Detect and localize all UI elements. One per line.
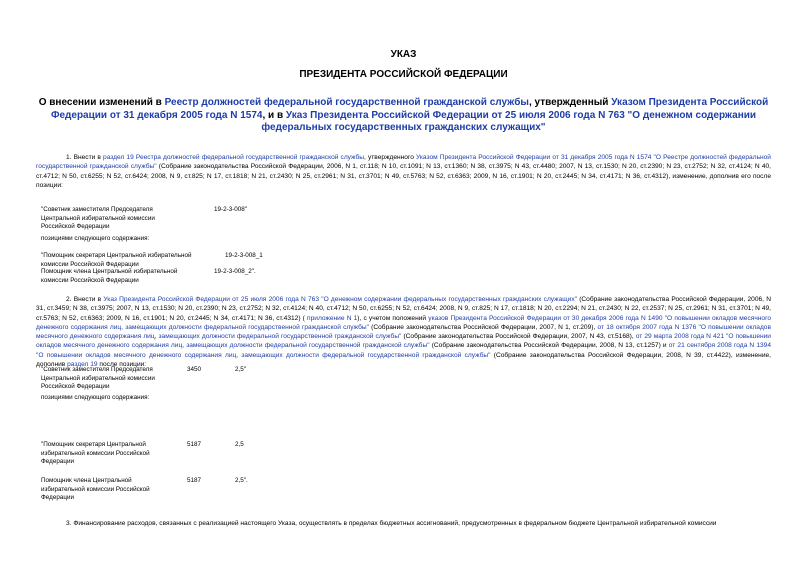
p2-link-decree-1376[interactable]: от 18 октября 2007 года N 1376 "О повышении окладов месячного денежного содержания лиц, замещающих должности федеральной государственной гражданской службы" (36, 323, 771, 341)
t2-row3-coefficient: 2,5 (235, 441, 244, 448)
p2-link-decree-421[interactable]: от 29 марта 2008 года N 421 "О повышении окладов месячного денежного содержания лиц, замещающих должности федеральной государственной гражданской службы" (36, 333, 771, 350)
t2-row3-salary: 5187 (187, 441, 202, 448)
p1-text-1: 1. Внести в (66, 154, 104, 161)
t1-row1-position: "Советник заместителя Председателя Центральной избирательной комиссии Российской Федерации (41, 206, 155, 230)
t2-row3-position: "Помощник секретаря Центральной избирательной комиссии Российской Федерации (41, 441, 150, 465)
title-text-1: О внесении изменений в (38, 97, 165, 108)
p2-text-1: 2. Внести в (66, 296, 104, 303)
p3-text: 3. Финансирование расходов, связанных с реализацией настоящего Указа, осуществлять в пределах бюджетных ассигнований, предусмотренных в федеральном бюджете Центральной избирательной комиссии (66, 520, 717, 527)
p1-text-2: , утвержденного (364, 154, 416, 161)
t2-row1-salary: 3450 (187, 366, 202, 373)
decree-heading: УКАЗ (390, 49, 417, 60)
title-link-register[interactable]: Реестр должностей федеральной государственной гражданской службы (164, 97, 529, 108)
t1-row2-text: позициями следующего содержания: (41, 235, 150, 242)
p2-link-appendix-1[interactable]: приложение N 1 (307, 314, 358, 322)
title-text-2: , утвержденный (528, 97, 612, 108)
title-link-decree-763[interactable]: Указ Президента Российской Федерации от 25 июля 2006 года N 763 "О денежном содержании федеральных государственных гражданских служащих" (261, 109, 757, 133)
p2-text-7: (Собрание законодательства Российской Федерации, 2008, N 39, ст.4422), изменение, дополнив (36, 351, 772, 369)
paragraph-3 (36, 519, 771, 528)
t2-row4-coefficient: 2,5". (235, 477, 248, 484)
paragraph-1 (36, 153, 771, 190)
p2-text-2: (Собрание законодательства Российской Федерации, 2006, N 31, ст.3459; N 38, ст.3975; 2007, N 13, ст.1530; N 20, ст.2390; N 23, ст.2752; N 32, ст.4124; N 40, ст.4712; N 50, ст.6255; N 52, ст.6424; 2008, N 9, ст.825; N 17, ст.1818; N 20, ст.2294; N 21, ст.2430; N 22, ст.2537; N 25, ст.2961; N 31, ст.3701; N 49, ст.5763; N 52, ст.6363; 2009, N 16, ст.1901; N 20, ст.2445; N 34, ст.4171; N 36, ст.4312) ( (36, 296, 771, 322)
p1-link-section-19[interactable]: раздел 19 Реестра должностей федеральной государственной гражданской службы (103, 154, 365, 161)
p2-text-6: (Собрание законодательства Российской Федерации, 2008, N 13, ст.1257) и (429, 342, 669, 350)
p2-link-decree-763[interactable]: Указ Президента Российской Федерации от 25 июля 2006 года N 763 "О денежном содержании федеральных государственных гражданских служащих" (103, 296, 577, 303)
title-link-decree-1574[interactable]: Указом Президента Российской Федерации от 31 декабря 2005 года N 1574 (50, 97, 769, 121)
t2-row1-position: "Советник заместителя Председателя Центральной избирательной комиссии Российской Федерации (41, 366, 155, 390)
t2-row4-salary: 5187 (187, 477, 202, 484)
p2-link-decree-1394[interactable]: от 21 сентября 2008 года N 1394 "О повышении окладов месячного денежного содержания лиц, замещающих должности федеральной государственной гражданской службы" (36, 342, 771, 359)
p2-link-section-19[interactable]: раздел 19 (67, 361, 98, 369)
t1-row1-code: 19-2-3-008" (214, 206, 248, 213)
t1-row3-position: "Помощник секретаря Центральной избирательной комиссии Российской Федерации (41, 252, 192, 268)
t1-row4-code: 19-2-3-008_2". (214, 268, 256, 275)
t1-row4-position: Помощник члена Центральной избирательной комиссии Российской Федерации (41, 268, 178, 284)
p2-text-3: ), с учетом положений (357, 314, 429, 322)
p1-link-decree-1574[interactable]: Указом Президента Российской Федерации от 31 декабря 2005 года N 1574 "О Реестре должностей федеральной государственной гражданской службы" (36, 154, 771, 171)
t1-row3-code: 19-2-3-008_1 (225, 252, 263, 259)
paragraph-2 (36, 295, 771, 369)
p2-link-decree-1490[interactable]: указов Президента Российской Федерации от 30 декабря 2006 года N 1490 "О повышении окладов месячного денежного содержания лиц, замещающих должности федеральной государственной гражданской службы" (36, 314, 772, 331)
p1-text-3: (Собрание законодательства Российской Федерации, 2006, N 1, ст.118; N 10, ст.1091; N 13, ст.1360; N 38, ст.3975; N 43, ст.4480; 2007, N 13, ст.1530; N 20, ст.2390; N 23, ст.2752; N 32, ст.4124; N 40, ст.4712; N 50, ст.6255; N 52, ст.6424; 2008, N 9, ст.825; N 17, ст.1818; N 21, ст.2430; N 25, ст.2961; N 31, ст.3701; N 49, ст.5763; N 52, ст.6363; 2009, N 16, ст.1901; N 20, ст.2445; N 34, ст.4171; N 36, ст.4312), изменение, дополнив его после позиции: (36, 163, 771, 189)
t2-row4-position: Помощник члена Центральной избирательной комиссии Российской Федерации (41, 477, 150, 501)
p2-text-8: после позиции: (97, 361, 147, 369)
issuer-heading: ПРЕЗИДЕНТА РОССИЙСКОЙ ФЕДЕРАЦИИ (299, 69, 508, 80)
p2-text-5: (Собрание законодательства Российской Федерации, 2007, N 43, ст.5168), (401, 333, 636, 341)
document-title (36, 97, 771, 135)
p2-text-4: (Собрание законодательства Российской Федерации, 2007, N 1, ст.209), (368, 323, 598, 331)
t2-row2-text: позициями следующего содержания: (41, 394, 150, 401)
title-text-3: , и в (262, 109, 286, 121)
t2-row1-coefficient: 2,5" (235, 366, 246, 373)
